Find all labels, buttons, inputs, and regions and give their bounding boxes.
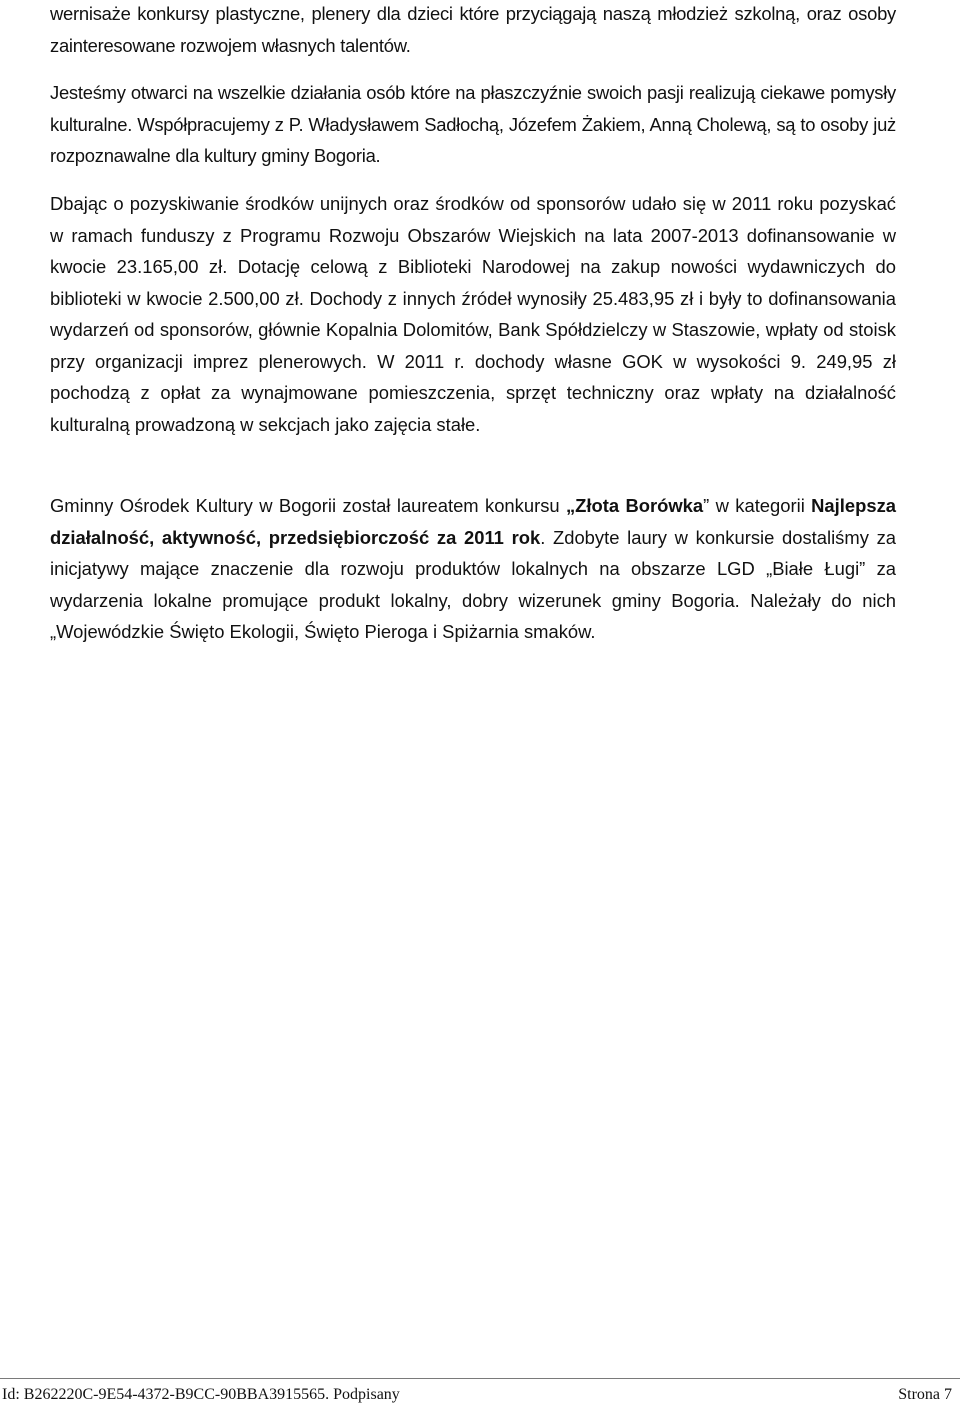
paragraph-cooperation xyxy=(50,77,896,172)
paragraph-talents xyxy=(50,0,896,61)
paragraph-funding-text: Dbając o pozyskiwanie środków unijnych oraz środków od sponsorów udało się w 2011 roku pozyskać w ramach funduszy z Programu Rozwoju Obszarów Wiejskich na lata 2007-2013 dofinansowanie w kwocie 23.165,00 zł. Dotację celową z Biblioteki Narodowej na zakup nowości wydawniczych do biblioteki w kwocie 2.500,00 zł. Dochody z innych źródeł wynosiły 25.483,95 zł i były to dofinansowania wydarzeń od sponsorów, głównie Kopalnia Dolomitów, Bank Spółdzielczy w Staszowie, wpłaty od stoisk przy organizacji imprez plenerowych. W 2011 r. dochody własne GOK w wysokości 9. 249,95 zł pochodzą z opłat za wynajmowane pomieszczenia, sprzęt techniczny oraz wpłaty na działalność kulturalną prowadzoną w sekcjach jako zajęcia stałe. xyxy=(50,193,896,435)
award-category: Najlepsza działalność, aktywność, przedsiębiorczość za 2011 rok xyxy=(50,495,896,548)
paragraph-funding xyxy=(50,188,896,440)
paragraph-talents-text: wernisaże konkursy plastyczne, plenery dla dzieci które przyciągają naszą młodzież szkolną, oraz osoby zainteresowane rozwojem własnych talentów. xyxy=(50,3,896,56)
paragraph-award-intro: Gminny Ośrodek Kultury w Bogorii został laureatem konkursu xyxy=(50,495,566,516)
paragraph-award-connector: ” w kategorii xyxy=(703,495,812,516)
paragraph-cooperation-text-a: Jesteśmy otwarci na wszelkie działania osób które na płaszczyźnie swoich pasji realizują ciekawe pomysły kulturalne. Współpracujemy z P. xyxy=(50,82,896,135)
paragraph-award-rest: . Zdobyte laury w konkursie dostaliśmy za inicjatywy mające znaczenie dla rozwoju produktów lokalnych na obszarze LGD „Białe Ługi” za wydarzenia lokalne promujące produkt lokalny, dobry wizerunek gminy Bogoria. Należały do nich „Wojewódzkie Święto Ekologii, Święto Pieroga i Spiżarnia smaków. xyxy=(50,526,896,642)
paragraph-award xyxy=(50,490,896,648)
paragraph-cooperation-text-b: Władysławem Sadłochą, Józefem Żakiem, Anną Cholewą, są to osoby już rozpoznawalne dla kultury gminy Bogoria. xyxy=(50,113,896,166)
award-name: „Złota Borówka xyxy=(565,495,704,516)
footer-divider xyxy=(0,1378,960,1379)
page-number: Strona 7 xyxy=(898,1386,952,1403)
document-id-signature: Id: B262220C-9E54-4372-B9CC-90BBA3915565. Podpisany xyxy=(2,1386,400,1403)
